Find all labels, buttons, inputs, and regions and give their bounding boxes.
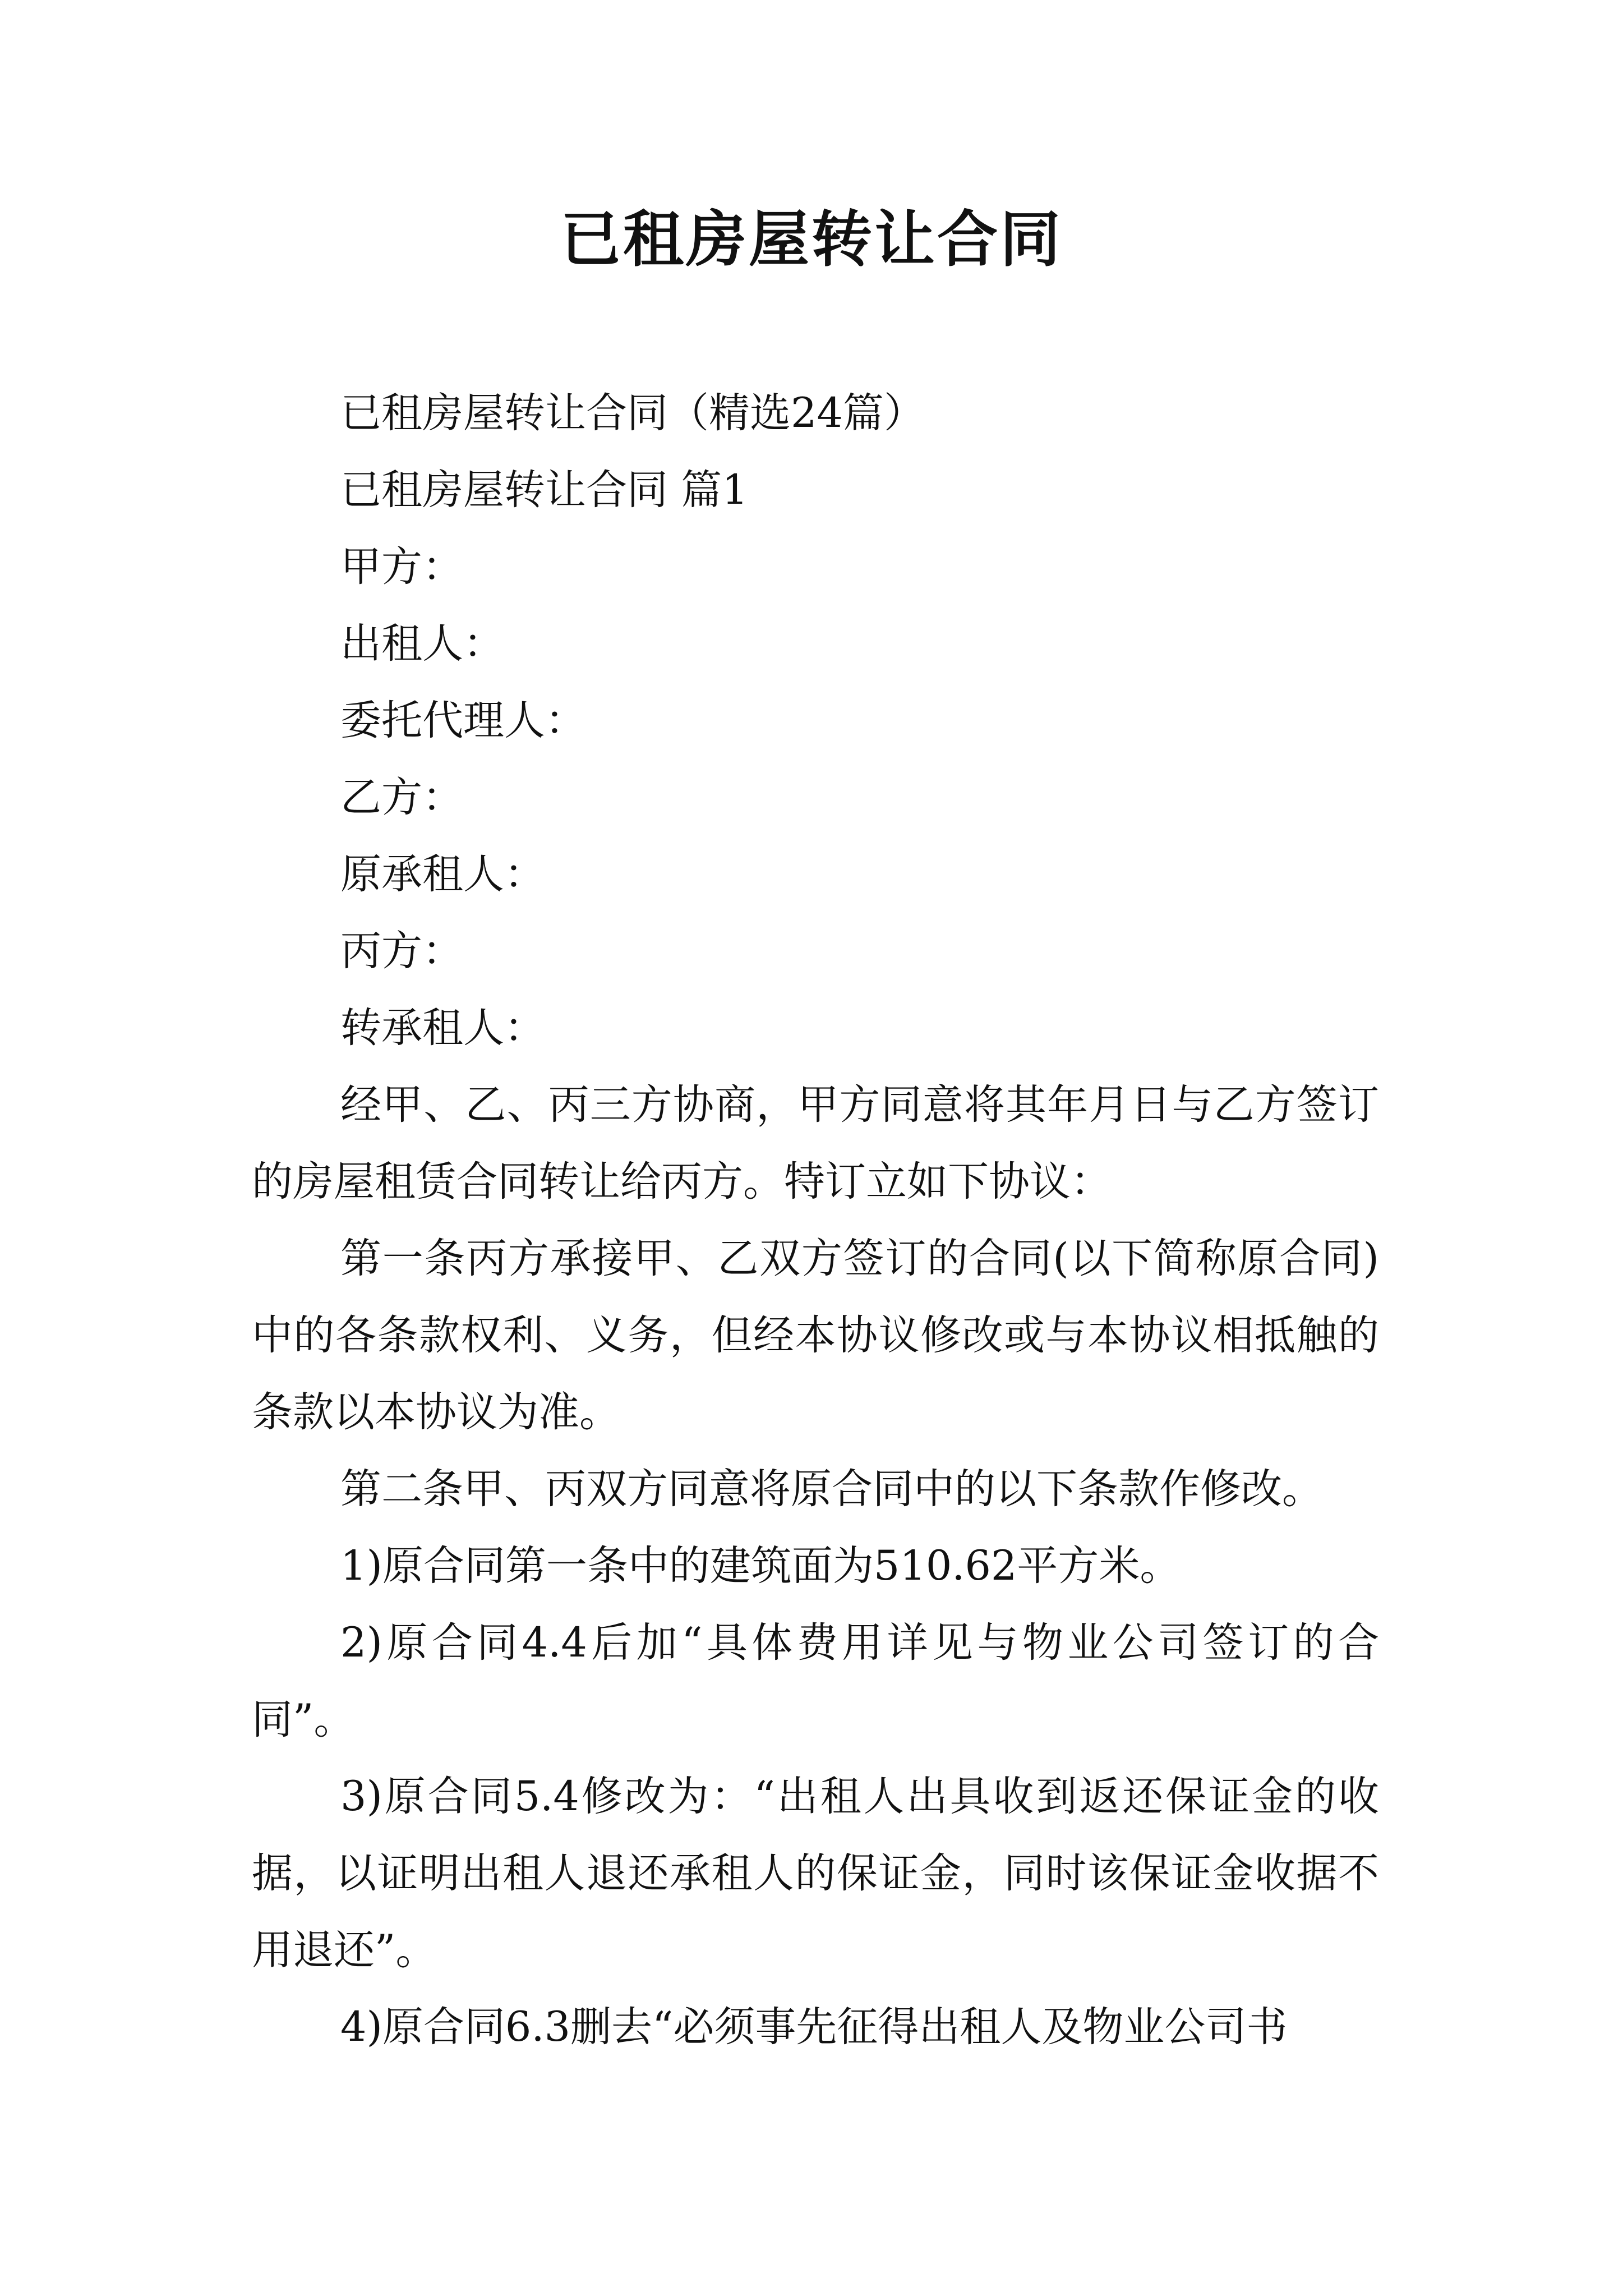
paragraph-item-3: 3)原合同5.4修改为：“出租人出具收到返还保证金的收据，以证明出租人退还承租人的保证金，同时该保证金收据不用退还”。 xyxy=(252,1773,1379,1974)
sublessee-label: 转承租人： xyxy=(340,1004,545,1052)
party-c-label: 丙方： xyxy=(340,927,463,975)
section-heading: 已租房屋转让合同 篇1 xyxy=(340,466,748,514)
paragraph-item-4: 4)原合同6.3删去“必须事先征得出租人及物业公司书 xyxy=(340,2003,1288,2051)
lessor-label: 出租人： xyxy=(340,620,504,668)
paragraph-intro: 经甲、乙、丙三方协商，甲方同意将其年月日与乙方签订的房屋租赁合同转让给丙方。特订立如下协议： xyxy=(252,1081,1379,1205)
paragraph-item-2: 2)原合同4.4后加“具体费用详见与物业公司签订的合同”。 xyxy=(252,1619,1379,1743)
document-title: 已租房屋转让合同 xyxy=(560,204,1063,275)
party-a-label: 甲方： xyxy=(340,543,463,591)
paragraph-article-1: 第一条丙方承接甲、乙双方签订的合同(以下简称原合同)中的各条款权利、义务，但经本协议修改或与本协议相抵触的条款以本协议为准。 xyxy=(252,1235,1379,1436)
paragraph-item-1: 1)原合同第一条中的建筑面为510.62平方米。 xyxy=(340,1542,1181,1590)
document-body xyxy=(252,375,1379,2065)
subtitle-line: 已租房屋转让合同（精选24篇） xyxy=(340,389,925,437)
party-b-label: 乙方： xyxy=(340,774,463,821)
paragraph-article-2: 第二条甲、丙双方同意将原合同中的以下条款作修改。 xyxy=(340,1465,1323,1513)
original-lessee-label: 原承租人： xyxy=(340,850,545,898)
agent-label: 委托代理人： xyxy=(340,697,586,744)
